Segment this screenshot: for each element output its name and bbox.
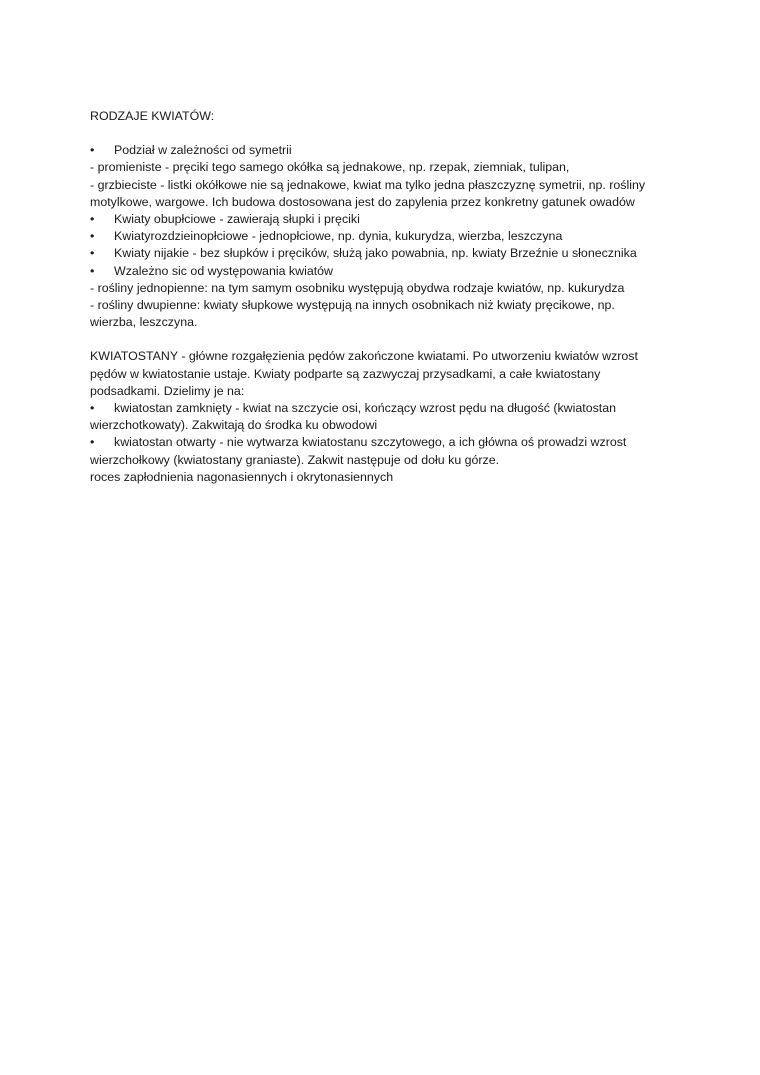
bullet-dot: • — [90, 212, 95, 227]
bullet-closed-inflorescence — [90, 400, 680, 417]
bullet-neuter — [90, 245, 680, 262]
bullet-dot: • — [90, 401, 95, 416]
text-line-inflorescence-2: pędów w kwiatostanie ustaje. Kwiaty podparte są zazwyczaj przysadkami, a całe kwiatostany — [90, 366, 601, 381]
document-page — [90, 108, 680, 486]
bullet-symmetry — [90, 142, 680, 159]
bullet-dot: • — [90, 229, 95, 244]
text-line-dioecious-2: wierzba, leszczyna. — [90, 315, 198, 330]
bullet-text: kwiatostan zamknięty - kwiat na szczycie osi, kończący wzrost pędu na długość (kwiatostan — [114, 401, 617, 416]
bullet-text: kwiatostan otwarty - nie wytwarza kwiatostanu szczytowego, a ich główna oś prowadzi wzrost — [114, 435, 627, 450]
text-line-zygomorphic-2: motylkowe, wargowe. Ich budowa dostosowana jest do zapylenia przez konkretny gatunek owadów — [90, 194, 635, 209]
text-line-radial: - promieniste - pręciki tego samego okółka są jednakowe, np. rzepak, ziemniak, tulipan, — [90, 160, 570, 175]
bullet-dot: • — [90, 143, 95, 158]
text-line-inflorescence-3: podsadkami. Dzielimy je na: — [90, 383, 245, 398]
bullet-unisexual — [90, 228, 680, 245]
bullet-text: Kwiaty nijakie - bez słupków i pręcików, służą jako powabnia, np. kwiaty Brzeźnie u słonecznika — [114, 246, 637, 261]
bullet-text: Podział w zależności od symetrii — [114, 143, 292, 158]
text-line-fertilization: roces zapłodnienia nagonasiennych i okrytonasiennych — [90, 469, 394, 484]
bullet-dot: • — [90, 435, 95, 450]
bullet-text: Wzależno sic od występowania kwiatów — [114, 263, 333, 278]
bullet-text: Kwiaty obupłciowe - zawierają słupki i pręciki — [114, 212, 360, 227]
document-title: RODZAJE KWIATÓW: — [90, 109, 215, 123]
text-line-inflorescence-1: KWIATOSTANY - główne rozgałęzienia pędów zakończone kwiatami. Po utworzeniu kwiatów wzrost — [90, 349, 638, 364]
paragraph-gap — [90, 331, 680, 348]
text-line-closed-inflorescence-2: wierzchotkowaty). Zakwitają do środka ku obwodowi — [90, 418, 378, 433]
bullet-occurrence — [90, 263, 680, 280]
text-line-zygomorphic-1: - grzbieciste - listki okółkowe nie są jednakowe, kwiat ma tylko jedna płaszczyznę symetrii, np. rośliny — [90, 177, 646, 192]
text-line-open-inflorescence-2: wierzchołkowy (kwiatostany graniaste). Zakwit następuje od dołu ku górze. — [90, 452, 500, 467]
bullet-bisexual — [90, 211, 680, 228]
bullet-dot: • — [90, 246, 95, 261]
bullet-text: Kwiatyrozdzieinopłciowe - jednopłciowe, np. dynia, kukurydza, wierzba, leszczyna — [114, 229, 563, 244]
bullet-open-inflorescence — [90, 434, 680, 451]
text-line-dioecious-1: - rośliny dwupienne: kwiaty słupkowe występują na innych osobnikach niż kwiaty pręcikowe, np. — [90, 298, 615, 313]
text-line-monoecious: - rośliny jednopienne: na tym samym osobniku występują obydwa rodzaje kwiatów, np. kukurydza — [90, 280, 625, 295]
bullet-dot: • — [90, 263, 95, 278]
